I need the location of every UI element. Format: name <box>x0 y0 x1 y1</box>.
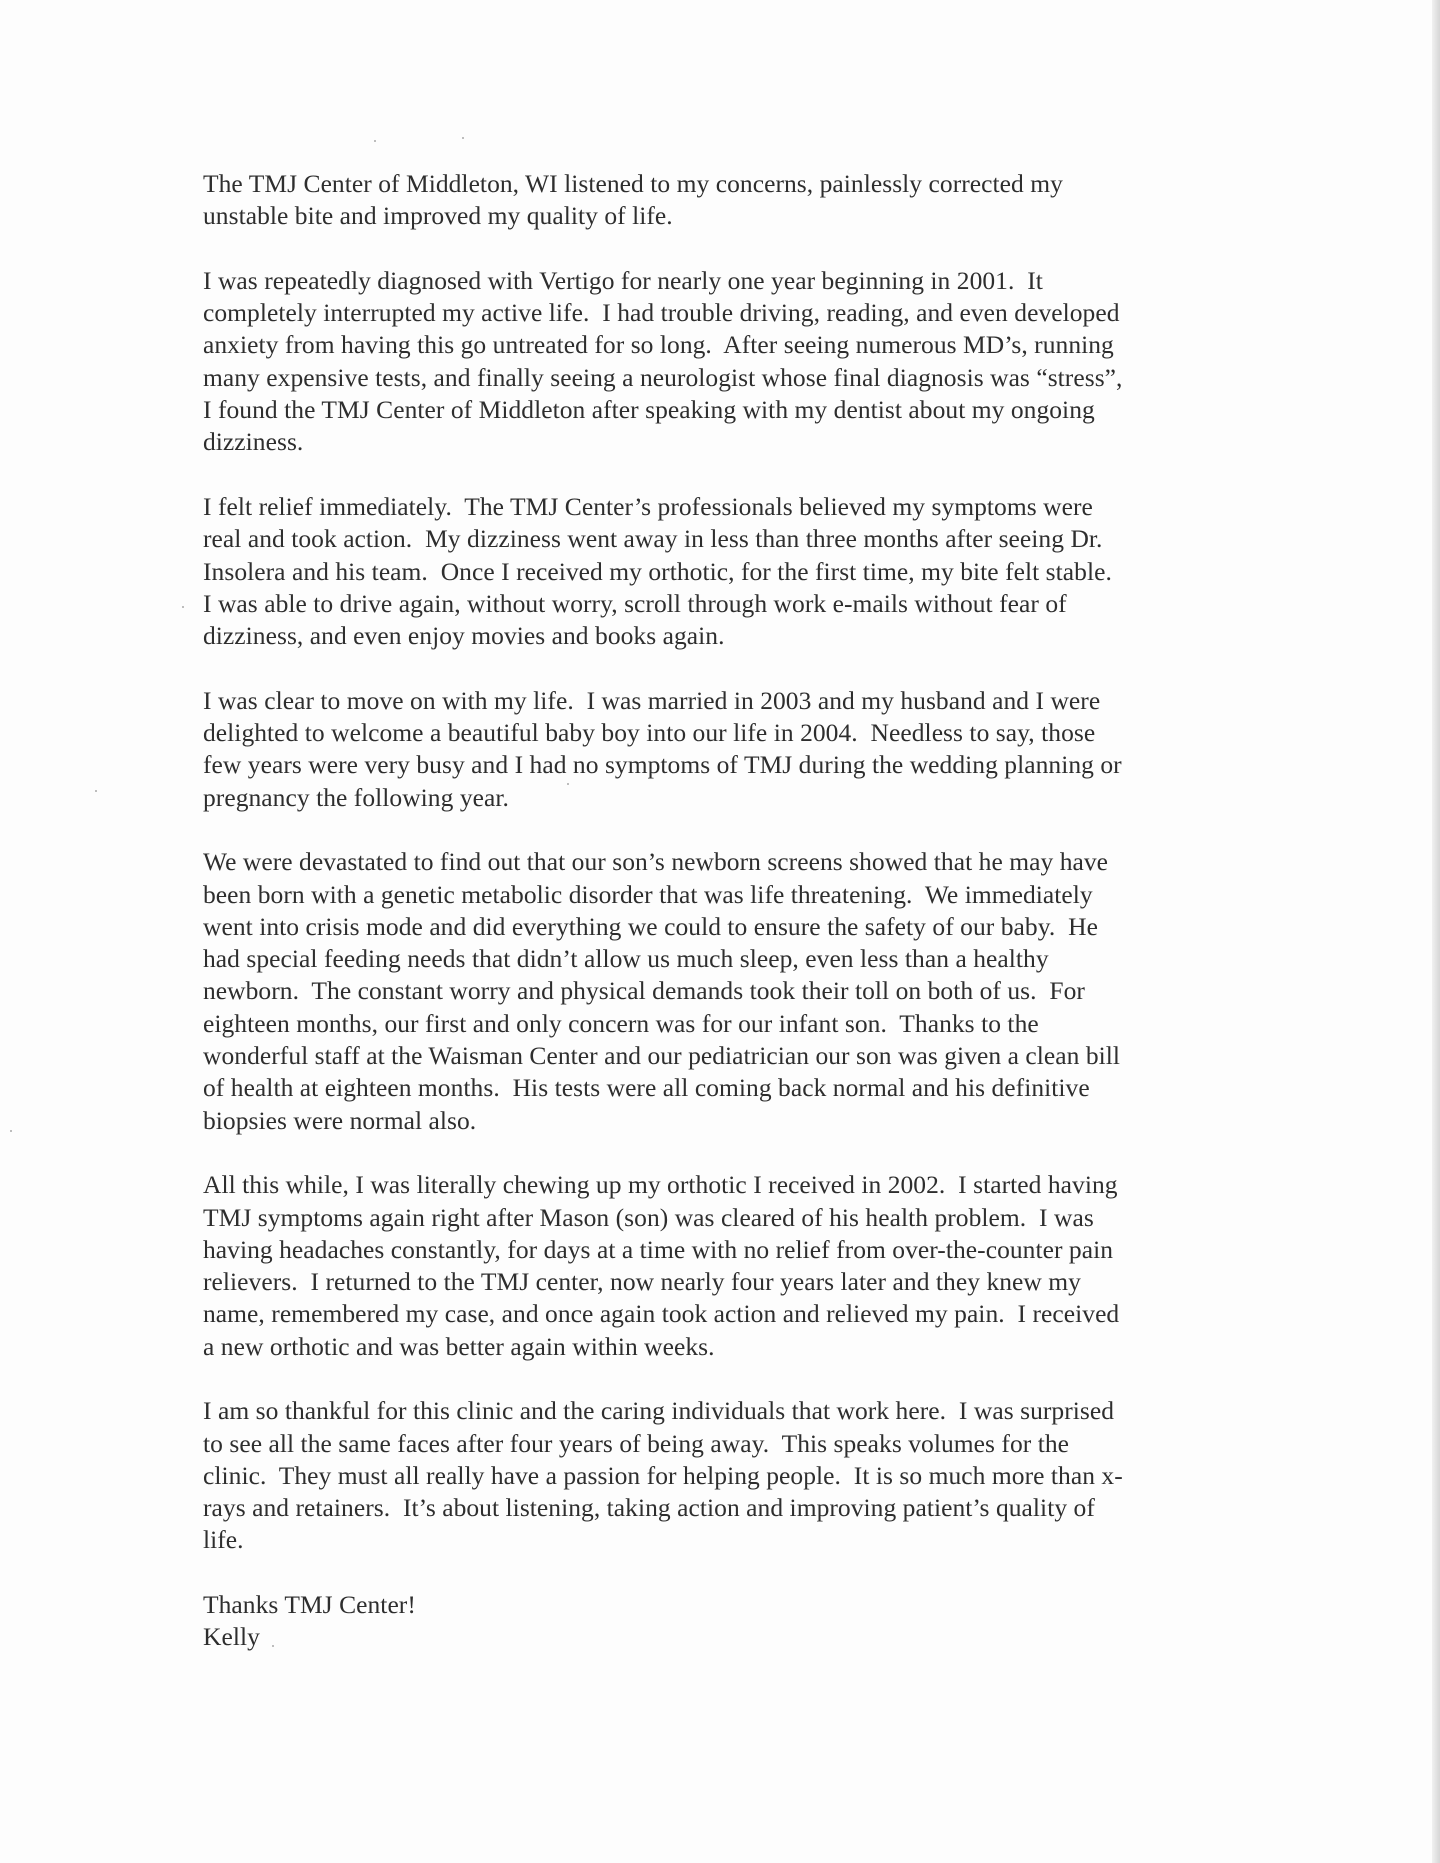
sign-off: Thanks TMJ Center! <box>203 1590 416 1620</box>
paragraph-line: relievers. I returned to the TMJ center, now nearly four years later and they knew my <box>203 1267 1081 1297</box>
paragraph-line: having headaches constantly, for days at a time with no relief from over-the-counter pain <box>203 1234 1114 1264</box>
paragraph-line: I found the TMJ Center of Middleton after speaking with my dentist about my ongoing <box>203 395 1095 425</box>
paragraph-line: Insolera and his team. Once I received my orthotic, for the first time, my bite felt stable. <box>203 556 1112 586</box>
paragraph-line: All this while, I was literally chewing up my orthotic I received in 2002. I started having <box>203 1170 1118 1200</box>
scan-speck <box>462 137 464 139</box>
scan-speck <box>182 606 184 608</box>
paragraph-line: dizziness. <box>203 427 304 457</box>
scan-speck <box>374 140 376 142</box>
paragraph-line: of health at eighteen months. His tests were all coming back normal and his definitive <box>203 1073 1090 1103</box>
paragraph-line: a new orthotic and was better again within weeks. <box>203 1331 715 1361</box>
paragraph-line: to see all the same faces after four years of being away. This speaks volumes for the <box>203 1428 1070 1458</box>
scan-speck <box>10 1130 12 1132</box>
paragraph-line: We were devastated to find out that our son’s newborn screens showed that he may have <box>203 847 1109 877</box>
letter-paragraph <box>203 1395 1223 1556</box>
letter-paragraph <box>203 1169 1223 1363</box>
paragraph-line: biopsies were normal also. <box>203 1105 477 1135</box>
letter-paragraph <box>203 168 1223 233</box>
paragraph-line: real and took action. My dizziness went away in less than three months after seeing Dr. <box>203 524 1103 554</box>
paragraph-line: wonderful staff at the Waisman Center and our pediatrician our son was given a clean bill <box>203 1041 1121 1071</box>
paragraph-line: I was clear to move on with my life. I was married in 2003 and my husband and I were <box>203 685 1101 715</box>
paragraph-line: life. <box>203 1525 244 1555</box>
paragraph-line: The TMJ Center of Middleton, WI listened to my concerns, painlessly corrected my <box>203 169 1063 198</box>
paragraph-line: clinic. They must all really have a passion for helping people. It is so much more than x- <box>203 1460 1123 1490</box>
paragraph-line: eighteen months, our first and only concern was for our infant son. Thanks to the <box>203 1008 1039 1038</box>
page-edge-shadow <box>1432 0 1440 1863</box>
paragraph-line: I was able to drive again, without worry, scroll through work e-mails without fear of <box>203 588 1067 618</box>
paragraph-line: unstable bite and improved my quality of life. <box>203 201 673 231</box>
letter-closing <box>203 1589 1223 1654</box>
paragraph-line: name, remembered my case, and once again took action and relieved my pain. I received <box>203 1299 1120 1329</box>
letter-body <box>203 168 1223 1654</box>
letter-paragraph <box>203 491 1223 652</box>
scan-speck <box>95 790 97 792</box>
letter-paragraph <box>203 846 1223 1137</box>
paragraph-line: I was repeatedly diagnosed with Vertigo for nearly one year beginning in 2001. It <box>203 265 1043 295</box>
paragraph-line: many expensive tests, and finally seeing a neurologist whose final diagnosis was “stress”, <box>203 362 1123 392</box>
letter-paragraph <box>203 685 1223 814</box>
paragraph-line: anxiety from having this go untreated for so long. After seeing numerous MD’s, running <box>203 330 1114 360</box>
paragraph-line: had special feeding needs that didn’t allow us much sleep, even less than a healthy <box>203 944 1049 974</box>
signature-name: Kelly <box>203 1622 260 1652</box>
paragraph-line: few years were very busy and I had no symptoms of TMJ during the wedding planning or <box>203 750 1122 780</box>
paragraph-line: completely interrupted my active life. I had trouble driving, reading, and even developed <box>203 298 1120 328</box>
paragraph-line: delighted to welcome a beautiful baby boy into our life in 2004. Needless to say, those <box>203 718 1096 748</box>
paragraph-line: pregnancy the following year. <box>203 782 509 812</box>
paragraph-line: dizziness, and even enjoy movies and books again. <box>203 621 725 651</box>
paragraph-line: been born with a genetic metabolic disorder that was life threatening. We immediately <box>203 879 1093 909</box>
paragraph-line: went into crisis mode and did everything we could to ensure the safety of our baby. He <box>203 911 1098 941</box>
paragraph-line: TMJ symptoms again right after Mason (son) was cleared of his health problem. I was <box>203 1202 1094 1232</box>
letter-paragraph <box>203 265 1223 459</box>
paragraph-line: I am so thankful for this clinic and the caring individuals that work here. I was surprised <box>203 1396 1115 1426</box>
paragraph-line: newborn. The constant worry and physical demands took their toll on both of us. For <box>203 976 1085 1006</box>
paragraph-line: I felt relief immediately. The TMJ Center’s professionals believed my symptoms were <box>203 491 1093 521</box>
paragraph-line: rays and retainers. It’s about listening, taking action and improving patient’s quality of <box>203 1493 1095 1523</box>
